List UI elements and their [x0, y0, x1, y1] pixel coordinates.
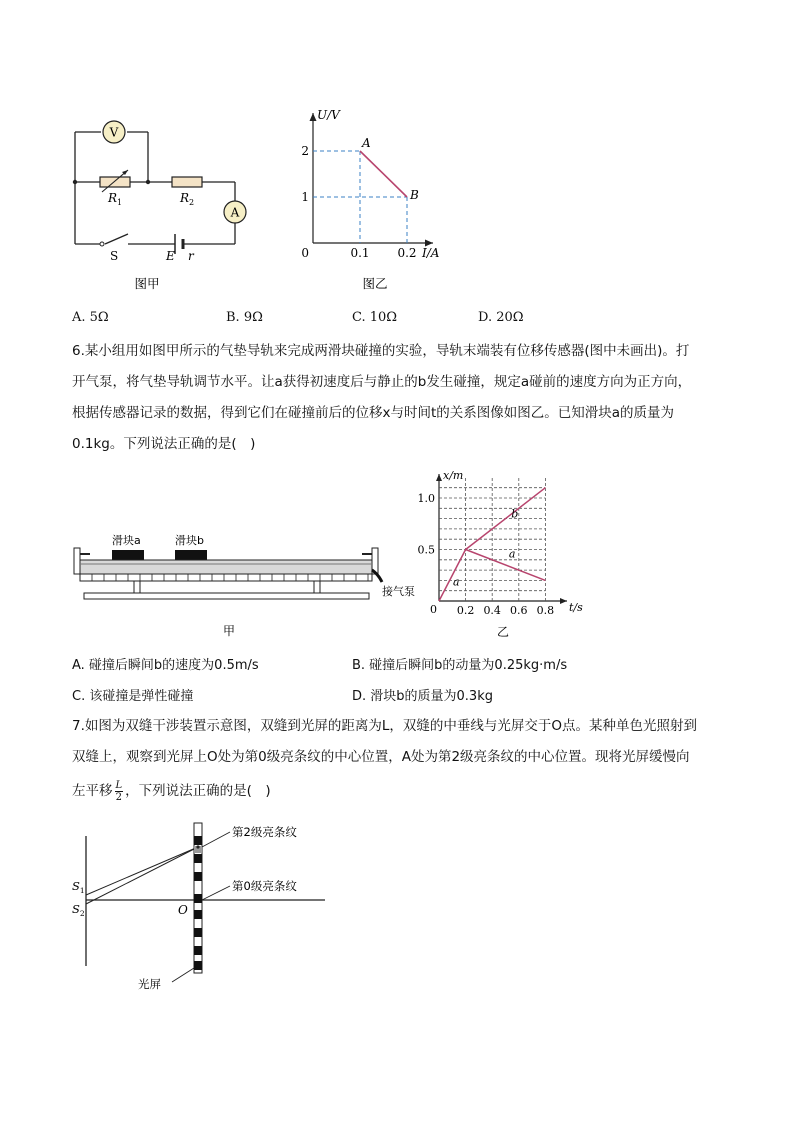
- q5-option-b[interactable]: B. 9Ω: [226, 310, 263, 325]
- series-b-line: [466, 488, 546, 550]
- point-b-label: B: [410, 188, 419, 202]
- y-axis-label: x/m: [443, 469, 464, 482]
- r1-sub: 1: [117, 198, 123, 207]
- q6-option-d[interactable]: D. 滑块b的质量为0.3kg: [352, 689, 493, 704]
- svg-text:S1: [72, 879, 85, 895]
- slider-a-label: 滑块a: [112, 534, 141, 547]
- svg-text:R2: [179, 191, 194, 207]
- y-tick-label: 0.5: [417, 543, 435, 557]
- x-tick-label: 0.2: [456, 604, 475, 617]
- q7-line-2: 双缝上，观察到光屏上O处为第0级亮条纹的中心位置，A处为第2级亮条纹的中心位置。现将光屏缓慢向: [72, 749, 690, 765]
- fringe-band: [194, 836, 202, 845]
- q7-line-1: 7.如图为双缝干涉装置示意图，双缝到光屏的距离为L，双缝的中垂线与光屏交于O点。某种单色光照射到: [72, 718, 698, 734]
- ammeter-label: A: [230, 205, 240, 220]
- q6-line-1: 6.某小组用如图甲所示的气垫导轨来完成两滑块碰撞的实验，导轨末端装有位移传感器(图中未画出)。打: [72, 343, 690, 359]
- ui-graph: [295, 105, 455, 295]
- q6-option-a[interactable]: A. 碰撞后瞬间b的速度为0.5m/s: [72, 658, 259, 673]
- xt-graph: [415, 468, 600, 643]
- battery-icon: [175, 234, 183, 254]
- label-0th-fringe: 第0级亮条纹: [232, 879, 297, 893]
- fringe-band: [194, 928, 202, 937]
- circuit-diagram: [60, 110, 260, 300]
- origin-label: 0: [430, 603, 437, 616]
- q6-line-4: 0.1kg。下列说法正确的是( ): [72, 436, 256, 452]
- q7-line-3: [72, 776, 271, 806]
- resistor-r2: [172, 177, 202, 187]
- y-tick-label: 2: [301, 144, 309, 158]
- q6-line-3: 根据传感器记录的数据，得到它们在碰撞前后的位移x与时间t的关系图像如图乙。已知滑块a的质量为: [72, 405, 675, 421]
- s2-sub: 2: [79, 909, 85, 918]
- q5-option-c[interactable]: C. 10Ω: [352, 310, 398, 325]
- series-a-label-after: a: [508, 547, 516, 561]
- fringe-band: [194, 854, 202, 863]
- label-2nd-fringe: 第2级亮条纹: [232, 825, 297, 839]
- fringe-band: [194, 872, 202, 881]
- x-tick-label: 0.4: [483, 604, 501, 617]
- switch-label: S: [110, 249, 119, 263]
- pump-label: 接气泵: [382, 585, 415, 598]
- x-tick-label: 0.2: [397, 246, 417, 260]
- q6-line-2: 开气泵，将气垫导轨调节水平。让a获得初速度后与静止的b发生碰撞，规定a碰前的速度方向为正方向，: [72, 374, 692, 390]
- r1-label: R: [108, 191, 118, 205]
- internal-r-label: r: [188, 249, 194, 263]
- slider-b-label: 滑块b: [175, 534, 204, 547]
- x-tick-label: 0.1: [350, 246, 370, 260]
- xt-caption: 乙: [496, 625, 510, 639]
- track-caption: 甲: [222, 624, 236, 638]
- series-ab-line: [360, 151, 407, 197]
- fringe-band: [194, 910, 202, 919]
- x-tick-label: 0.8: [536, 604, 555, 617]
- emf-label: E: [166, 249, 175, 263]
- point-a-label: A: [362, 136, 371, 150]
- r2-label: R: [180, 191, 190, 205]
- q6-option-c[interactable]: C. 该碰撞是弹性碰撞: [72, 689, 194, 704]
- svg-text:R1: [107, 191, 122, 207]
- double-slit-diagram: [70, 818, 340, 998]
- series-a-label-before: a: [453, 575, 460, 589]
- fraction-l-over-2: [115, 780, 124, 803]
- q5-option-d[interactable]: D. 20Ω: [478, 310, 524, 325]
- s1-sub: 1: [79, 886, 85, 895]
- y-tick-label: 1: [301, 190, 309, 204]
- r2-sub: 2: [189, 198, 195, 207]
- fringe-band: [194, 961, 202, 970]
- fraction-denominator: 2: [115, 791, 122, 803]
- y-tick-label: 1.0: [417, 492, 435, 505]
- fraction-numerator: L: [115, 779, 123, 791]
- o-label: O: [178, 903, 188, 917]
- fringe-band: [194, 894, 202, 903]
- x-axis-label: I/A: [422, 246, 440, 260]
- ui-caption: 图乙: [362, 276, 388, 291]
- voltmeter-label: V: [109, 125, 119, 140]
- s1-label: S: [72, 879, 80, 893]
- q7-line-3-post: ，下列说法正确的是( ): [125, 783, 271, 799]
- circuit-caption: 图甲: [134, 276, 160, 291]
- q6-option-b[interactable]: B. 碰撞后瞬间b的动量为0.25kg·m/s: [352, 658, 568, 673]
- x-tick-label: 0.6: [510, 604, 528, 617]
- series-b-label: b: [511, 507, 519, 521]
- y-axis-label: U/V: [317, 108, 340, 122]
- origin-label: 0: [301, 246, 309, 260]
- air-track-diagram: [68, 530, 415, 640]
- q7-line-3-pre: 左平移: [72, 783, 113, 799]
- svg-text:S2: [72, 902, 85, 918]
- q5-option-a[interactable]: A. 5Ω: [72, 310, 109, 325]
- x-axis-label: t/s: [569, 601, 583, 614]
- screen-label: 光屏: [138, 977, 161, 991]
- s2-label: S: [72, 902, 80, 916]
- rheostat-r1: [100, 177, 130, 187]
- fringe-band: [194, 946, 202, 955]
